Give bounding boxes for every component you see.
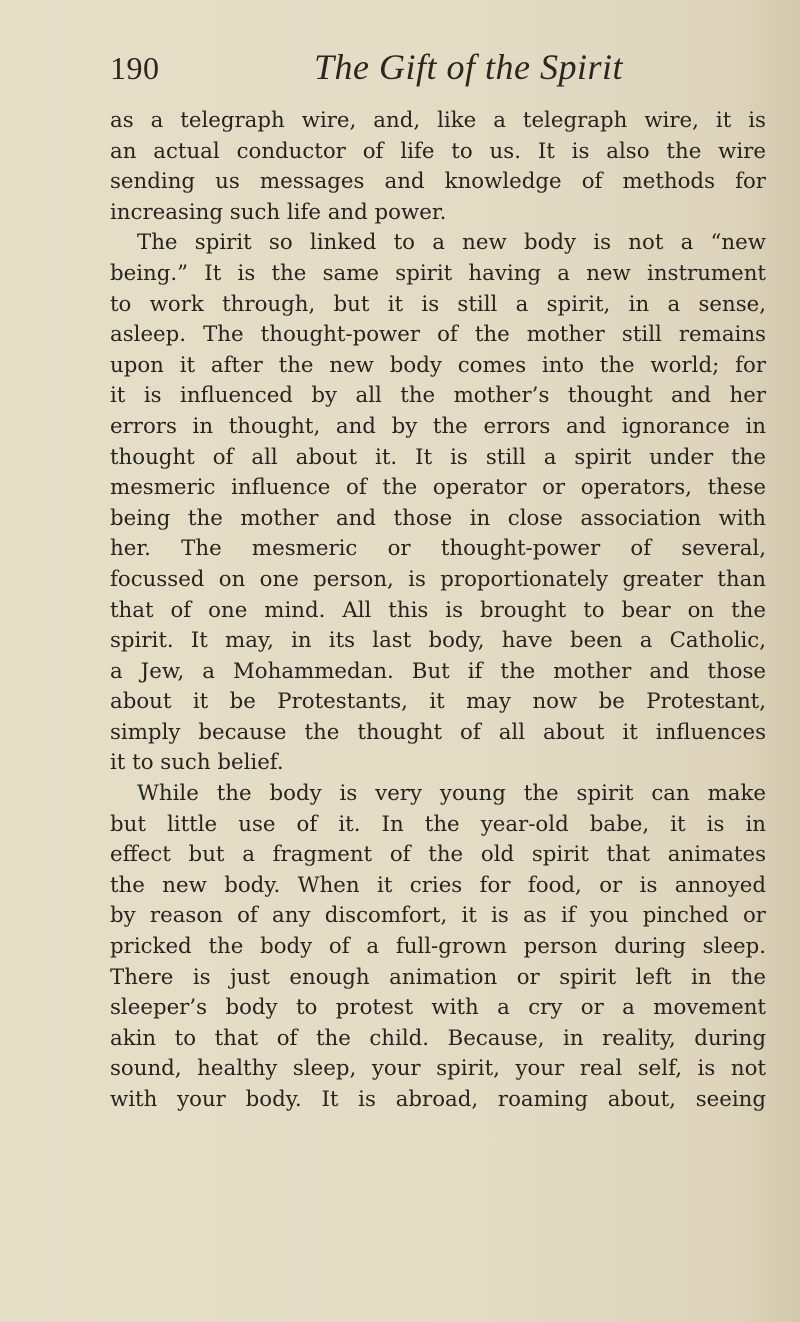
text-line: her. The mesmeric or thought-power of several, (110, 536, 766, 562)
text-line: that of one mind. All this is brought to bear on the (110, 597, 766, 623)
text-line: sending us messages and knowledge of methods for (110, 169, 766, 195)
text-line: it to such belief. (110, 750, 284, 776)
text-line: sound, healthy sleep, your spirit, your real self, is not (110, 1056, 766, 1082)
text-line: as a telegraph wire, and, like a telegraph wire, it is (110, 108, 766, 133)
text-line: a Jew, a Mohammedan. But if the mother and those (110, 658, 766, 684)
text-line: thought of all about it. It is still a spirit under the (110, 444, 766, 470)
text-line: being the mother and those in close association with (110, 505, 766, 531)
text-line: effect but a fragment of the old spirit that animates (110, 842, 766, 868)
text-line: sleeper’s body to protest with a cry or a movement (110, 995, 766, 1021)
paragraph (110, 779, 766, 1116)
running-title: The Gift of the Spirit (314, 47, 624, 87)
text-line: to work through, but it is still a spirit, in a sense, (110, 291, 766, 317)
text-line: There is just enough animation or spirit left in the (110, 964, 766, 990)
text-line: the new body. When it cries for food, or is annoyed (110, 872, 766, 898)
text-line: The spirit so linked to a new body is not a “new (137, 230, 766, 256)
text-line: spirit. It may, in its last body, have been a Catholic, (110, 628, 766, 654)
text-line: upon it after the new body comes into the world; for (110, 352, 766, 378)
text-line: an actual conductor of life to us. It is also the wire (110, 138, 766, 164)
text-line: being.” It is the same spirit having a new instrument (110, 260, 766, 286)
page-number: 190 (110, 50, 160, 86)
text-line: simply because the thought of all about it influences (110, 719, 766, 745)
text-line: by reason of any discomfort, it is as if you pinched or (110, 903, 766, 929)
text-line: errors in thought, and by the errors and ignorance in (110, 413, 766, 439)
text-line: about it be Protestants, it may now be Protestant, (110, 689, 766, 715)
text-line: asleep. The thought-power of the mother still remains (110, 322, 766, 348)
page-header (110, 42, 750, 92)
text-line: akin to that of the child. Because, in reality, during (110, 1025, 766, 1051)
text-line: with your body. It is abroad, roaming about, seeing (110, 1087, 766, 1112)
body-text (110, 106, 766, 1116)
text-line: focussed on one person, is proportionately greater than (110, 566, 766, 592)
text-line: it is influenced by all the mother’s thought and her (110, 383, 766, 409)
text-line: While the body is very young the spirit can make (137, 781, 766, 807)
paragraph (110, 228, 766, 779)
text-line: increasing such life and power. (110, 199, 447, 225)
text-line: but little use of it. In the year-old babe, it is in (110, 811, 766, 837)
paragraph (110, 106, 766, 228)
text-line: pricked the body of a full-grown person during sleep. (110, 934, 766, 960)
text-line: mesmeric influence of the operator or operators, these (110, 475, 766, 501)
